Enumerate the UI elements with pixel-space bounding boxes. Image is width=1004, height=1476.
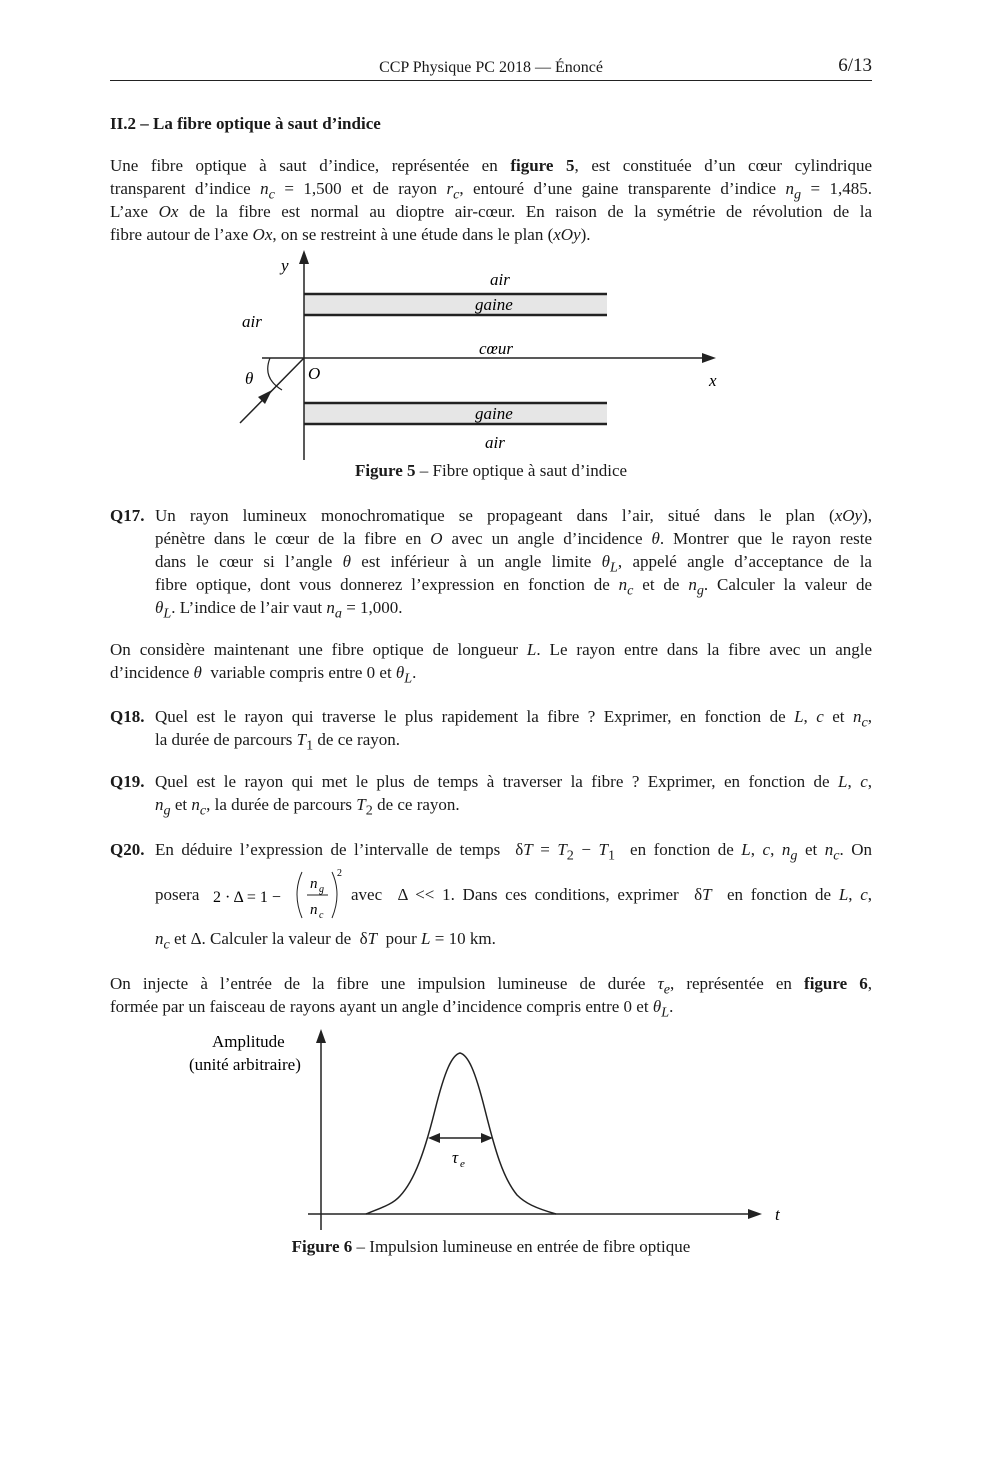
air-bottom-label: air [485, 433, 505, 452]
theta-label: θ [245, 369, 254, 388]
section-title: II.2 – La fibre optique à saut d’indice [110, 114, 381, 133]
origin-label: O [308, 364, 321, 383]
q17-label: Q17. [110, 506, 145, 525]
pulse-curve [366, 1053, 556, 1214]
svg-text:n: n [310, 876, 318, 892]
y-axis-label-line1: Amplitude [212, 1032, 285, 1051]
svg-text:c: c [319, 910, 324, 921]
gaine-bottom-label: gaine [475, 404, 513, 423]
question-20: Q20. En déduire l’expression de l’intervalle de temps $\delta T = T_2 - T_1$ en fonction de L, c, $n_g$ et $n_c$. On posera 2 · Δ = 1 − n g n c 2 avec Δ << 1. Dans ces conditions, exprimer δT en fonction de L, c, $n_c$ et Δ. Calculer la valeur de δT pour L = 10 km. [110, 838, 872, 953]
gaine-top-band [304, 294, 607, 315]
figure-5-caption: Figure 5 – Fibre optique à saut d’indice [354, 461, 628, 480]
delta-formula [210, 866, 345, 922]
y-axis-label-line2: (unité arbitraire) [189, 1055, 301, 1074]
header-title: CCP Physique PC 2018 — Énoncé [379, 59, 603, 76]
svg-text:n: n [310, 902, 318, 918]
coeur-label: cœur [479, 339, 513, 358]
q19-label: Q19. [110, 772, 145, 791]
x-axis-label: x [709, 371, 717, 390]
svg-text:g: g [319, 884, 324, 895]
q20-formula-line: posera 2 · Δ = 1 − n g n c 2 avec Δ << 1. Dans ces conditions, exprimer δT en fonction de L, c, [155, 868, 873, 921]
page-number: 6/13 [838, 55, 872, 76]
gaine-bottom-band [304, 403, 607, 424]
svg-text:2 · Δ = 1 −: 2 · Δ = 1 − [213, 889, 281, 906]
q20-line-3: $n_c$ et Δ. Calculer la valeur de δT pour L = 10 km. [155, 929, 496, 953]
paragraph-fiber-length: On considère maintenant une fibre optique de longueur L. Le rayon entre dans la fibre avec un angle d’incidence θ variable compris entre 0 et $\theta_L$. [110, 640, 873, 687]
gaine-top-label: gaine [475, 295, 513, 314]
q18-label: Q18. [110, 707, 145, 726]
question-19: Q19. Quel est le rayon qui met le plus de temps à traverser la fibre ? Exprimer, en fonction de L, c, $n_g$ et $n_c$, la durée de parcours $T_2$ de ce rayon. [110, 772, 872, 819]
svg-text:2: 2 [337, 868, 342, 879]
air-left-label: air [242, 312, 262, 331]
tau-subscript: e [460, 1158, 465, 1170]
tau-label: τ [452, 1148, 459, 1167]
theta-arc [268, 358, 282, 390]
y-axis-label: y [281, 256, 289, 275]
q20-label: Q20. [110, 840, 145, 859]
air-top-label: air [490, 270, 510, 289]
figure-6-pulse-plot [0, 1020, 1004, 1230]
figure-5-fiber-diagram [0, 0, 1004, 470]
question-18: Q18. Quel est le rayon qui traverse le plus rapidement la fibre ? Exprimer, en fonction de L, c et $n_c$, la durée de parcours $T_1$ de ce rayon. [110, 707, 873, 754]
intro-paragraph: Une fibre optique à saut d’indice, représentée en figure 5, est constituée d’un cœur cylindrique transparent d’indice $n_c = 1,500$ et de rayon $r_c$, entouré d’une gaine transparente d’indice $n_g = 1,485$. L’axe Ox de la fibre est normal au dioptre air-cœur. En raison de la symétrie de révolution de la fibre autour de l’axe Ox, on se restreint à une étude dans le plan (xOy). [110, 156, 873, 244]
figure-6-caption: Figure 6 – Impulsion lumineuse en entrée de fibre optique [291, 1237, 691, 1256]
incident-ray [240, 358, 304, 423]
paragraph-impulse: On injecte à l’entrée de la fibre une impulsion lumineuse de durée $\tau_e$, représentée en figure 6, formée par un faisceau de rayons ayant un angle d’incidence compris entre 0 et $\theta_L$. [110, 974, 873, 1021]
question-17: Q17. Un rayon lumineux monochromatique se propageant dans l’air, situé dans le plan (xOy), pénètre dans le cœur de la fibre en O avec un angle d’incidence θ. Montrer que le rayon reste dans le cœur si l’angle θ est inférieur à un angle limite $\theta_L$, appelé angle d’acceptance de la fibre optique, dont vous donnerez l’expression en fonction de $n_c$ et de $n_g$. Calculer la valeur de $\theta_L$. L’indice de l’air vaut $n_a = 1,000$. [110, 506, 873, 622]
t-axis-label: t [775, 1205, 780, 1224]
